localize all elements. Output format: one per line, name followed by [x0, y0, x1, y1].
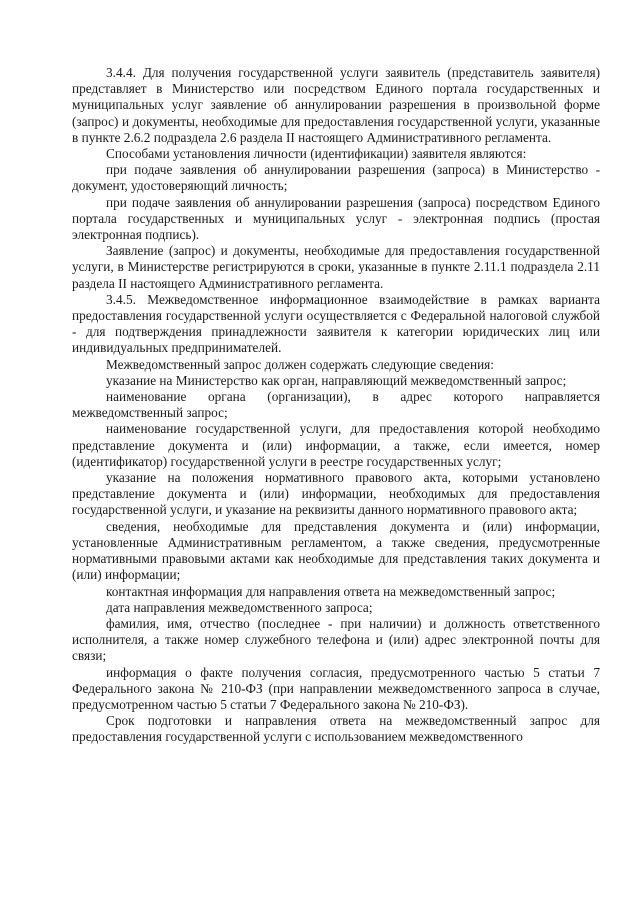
paragraph-item-consent: информация о факте получения согласия, предусмотренного частью 5 статьи 7 Федерального закона № 210-ФЗ (при направлении межведомственного запроса в случае, предусмотренном частью 5 статьи 7 Федерального закона № 210-ФЗ). — [72, 664, 600, 712]
paragraph-identification-ministry: при подаче заявления об аннулировании разрешения (запроса) в Министерство - документ, удостоверяющий личность; — [72, 162, 600, 194]
paragraph-item-required-info: сведения, необходимые для представления документа и (или) информации, установленные Административным регламентом, а также сведения, предусмотренные нормативными правовыми актами как необходимые для представления таких документа и (или) информации; — [72, 518, 600, 583]
document-body — [72, 65, 600, 746]
paragraph-item-executor: фамилия, имя, отчество (последнее - при наличии) и должность ответственного исполнителя, а также номер служебного телефона и (или) адрес электронной почты для связи; — [72, 615, 600, 664]
paragraph-3-4-5: 3.4.5. Межведомственное информационное взаимодействие в рамках варианта предоставления государственной услуги осуществляется с Федеральной налоговой службой - для подтверждения принадлежности заявителя к категории юридических лиц или индивидуальных предпринимателей. — [72, 291, 600, 356]
paragraph-response-deadline: Срок подготовки и направления ответа на межведомственный запрос для предоставления государственной услуги с использованием межведомственного — [72, 713, 600, 745]
paragraph-item-ministry: указание на Министерство как орган, направляющий межведомственный запрос; — [106, 372, 567, 388]
paragraph-3-4-4: 3.4.4. Для получения государственной услуги заявитель (представитель заявителя) представляет в Министерство или посредством Единого портала государственных и муниципальных услуг заявление об аннулировании разрешения в произвольной форме (запрос) и документы, необходимые для предоставления государственной услуги, указанные в пункте 2.6.2 подраздела 2.6 раздела II настоящего Административного регламента. — [72, 65, 600, 145]
paragraph-item-legal-act: указание на положения нормативного правового акта, которыми установлено представление документа и (или) информации, необходимых для предоставления государственной услуги, и указание на реквизиты данного нормативного правового акта; — [72, 470, 600, 518]
paragraph-item-date: дата направления межведомственного запроса; — [106, 599, 373, 615]
paragraph-item-contact-info: контактная информация для направления ответа на межведомственный запрос; — [106, 583, 556, 599]
paragraph-item-recipient: наименование органа (организации), в адрес которого направляется межведомственный запрос; — [72, 389, 600, 421]
paragraph-registration: Заявление (запрос) и документы, необходимые для предоставления государственной услуги, в Министерстве регистрируются в сроки, указанные в пункте 2.11.1 подраздела 2.11 раздела II настоящего Административного регламента. — [72, 243, 600, 291]
paragraph-request-contents: Межведомственный запрос должен содержать следующие сведения: — [106, 356, 494, 372]
paragraph-identification-methods: Способами установления личности (идентификации) заявителя являются: — [106, 146, 527, 162]
paragraph-item-service-name: наименование государственной услуги, для предоставления которой необходимо представление документа и (или) информации, а также, если имеется, номер (идентификатор) государственной услуги в реестре государственных услуг; — [72, 421, 600, 469]
paragraph-identification-portal: при подаче заявления об аннулировании разрешения (запроса) посредством Единого портала государственных и муниципальных услуг - электронная подпись (простая электронная подпись). — [72, 194, 600, 243]
